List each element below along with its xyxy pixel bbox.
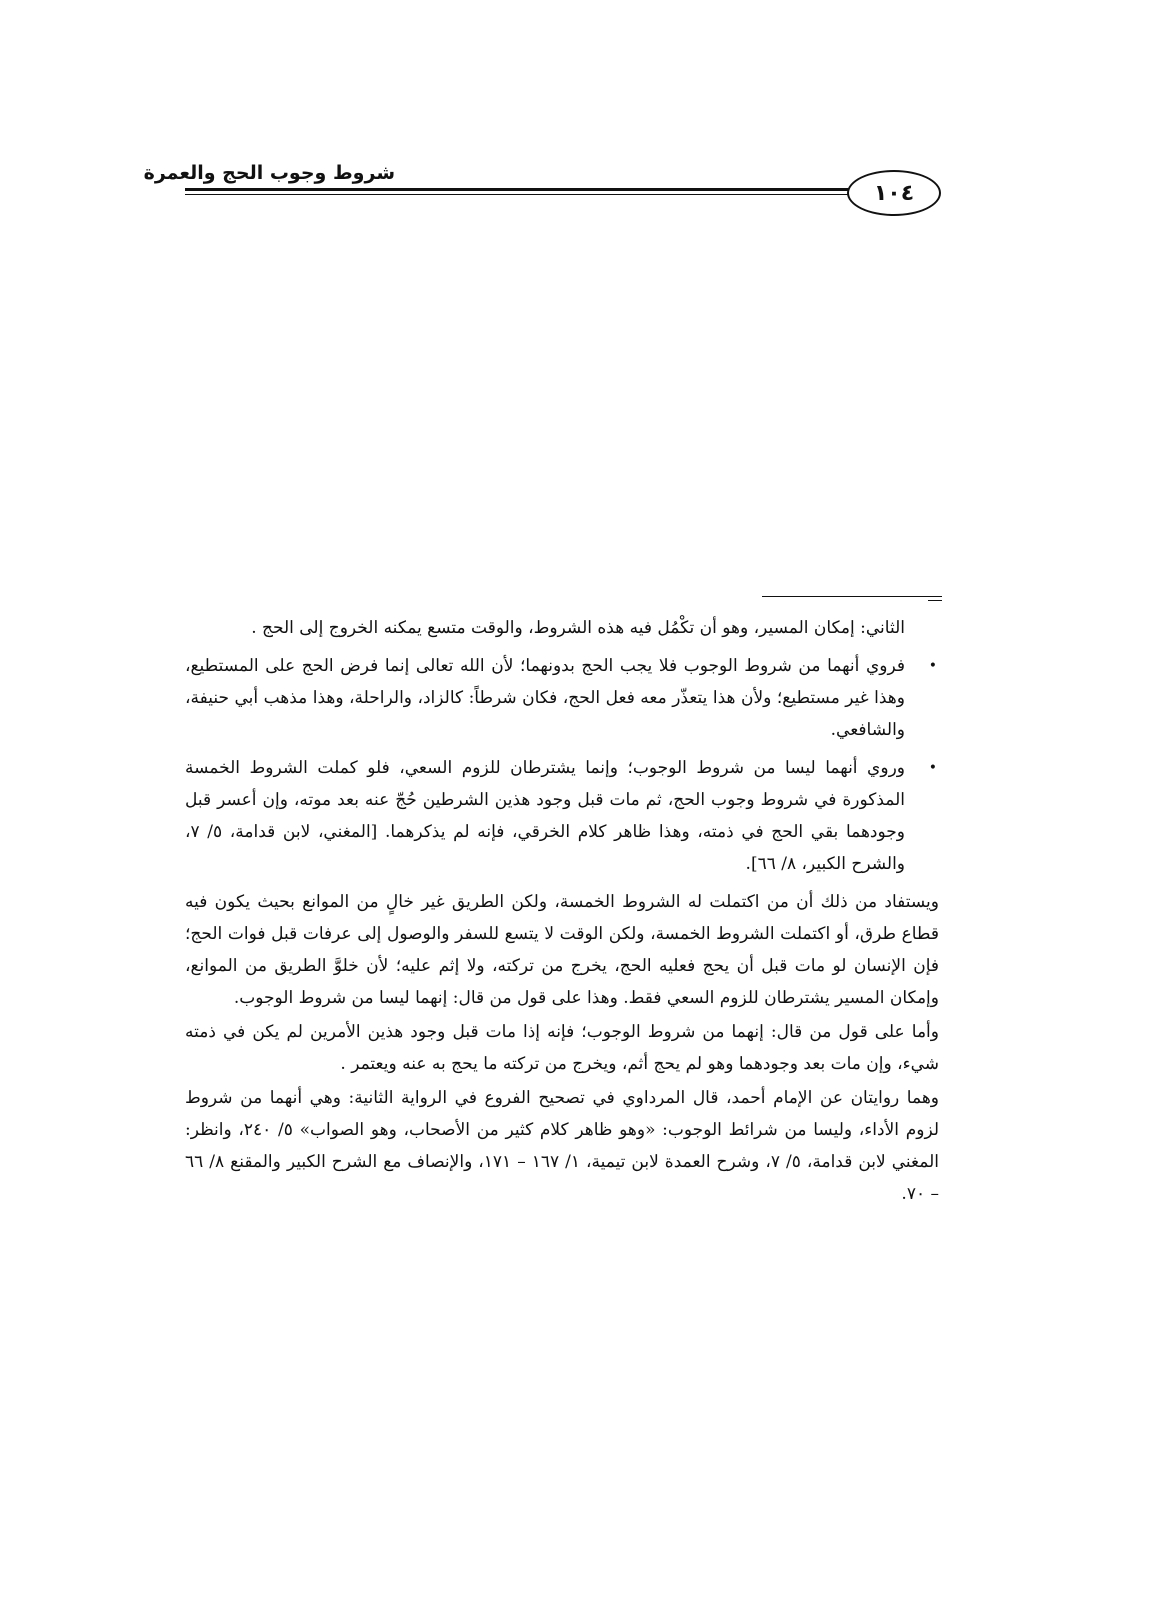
footnote-intro: الثاني: إمكان المسير، وهو أن تكْمُل فيه هذه الشروط، والوقت متسع يمكنه الخروج إلى الحج . [251,618,905,638]
bullet-item [185,752,945,880]
bullet-text: وروي أنهما ليسا من شروط الوجوب؛ وإنما يشترطان للزوم السعي، فلو كملت الشروط الخمسة المذكورة في شروط وجوب الحج، ثم مات قبل وجود هذين الشرطين حُجّ عنه بعد موته، وإن أعسر قبل وجودهما بقي الحج في ذمته، وهذا ظاهر كلام الخرقي، فإنه لم يذكرهما. [المغني، لابن قدامة، ٥/ ٧، والشرح الكبير، ٨/ ٦٦]. [185,758,905,874]
paragraph: وهما روايتان عن الإمام أحمد، قال المرداوي في تصحيح الفروع في الرواية الثانية: وهي أنهما من شروط لزوم الأداء، وليسا من شرائط الوجوب: «وهو ظاهر كلام كثير من الأصحاب، وهو الصواب» ٥/ ٢٤٠، وانظر: المغني لابن قدامة، ٥/ ٧، وشرح العمدة لابن تيمية، ١/ ١٦٧ – ١٧١، والإنصاف مع الشرح الكبير والمقنع ٨/ ٦٦ – ٧٠. [185,1088,939,1204]
paragraph: وأما على قول من قال: إنهما من شروط الوجوب؛ فإنه إذا مات قبل وجود هذين الأمرين لم يكن في ذمته شيء، وإن مات بعد وجودهما وهو لم يحج أثم، ويخرج من تركته ما يحج به عنه ويعتمر . [185,1022,939,1074]
bullet-text: فروي أنهما من شروط الوجوب فلا يجب الحج بدونهما؛ لأن الله تعالى إنما فرض الحج على المستطيع، وهذا غير مستطيع؛ ولأن هذا يتعذّر معه فعل الحج، فكان شرطاً: كالزاد، والراحلة، وهذا مذهب أبي حنيفة، والشافعي. [185,656,905,740]
footnotes [185,612,945,1212]
footnote-separator-tick [928,600,942,601]
page-number: ١٠٤ [873,180,915,206]
footnote-separator [762,596,942,597]
header-rule-thin [185,194,851,195]
running-title: شروط وجوب الحج والعمرة [143,162,395,184]
page-header [143,160,945,220]
page-number-badge [847,170,941,216]
header-rule-thick [185,188,851,191]
bullet-marker: • [928,760,937,776]
bullet-item [185,650,945,746]
paragraph: ويستفاد من ذلك أن من اكتملت له الشروط الخمسة، ولكن الطريق غير خالٍ من الموانع بحيث يكون فيه قطاع طرق، أو اكتملت الشروط الخمسة، ولكن الوقت لا يتسع للسفر والوصول إلى عرفات قبل فوات الحج؛ فإن الإنسان لو مات قبل أن يحج فعليه الحج، يخرج من تركته، ولا إثم عليه؛ لأن خلوَّ الطريق من الموانع، وإمكان المسير يشترطان للزوم السعي فقط. وهذا على قول من قال: إنهما ليسا من شروط الوجوب. [185,892,939,1008]
bullet-marker: • [928,658,937,674]
